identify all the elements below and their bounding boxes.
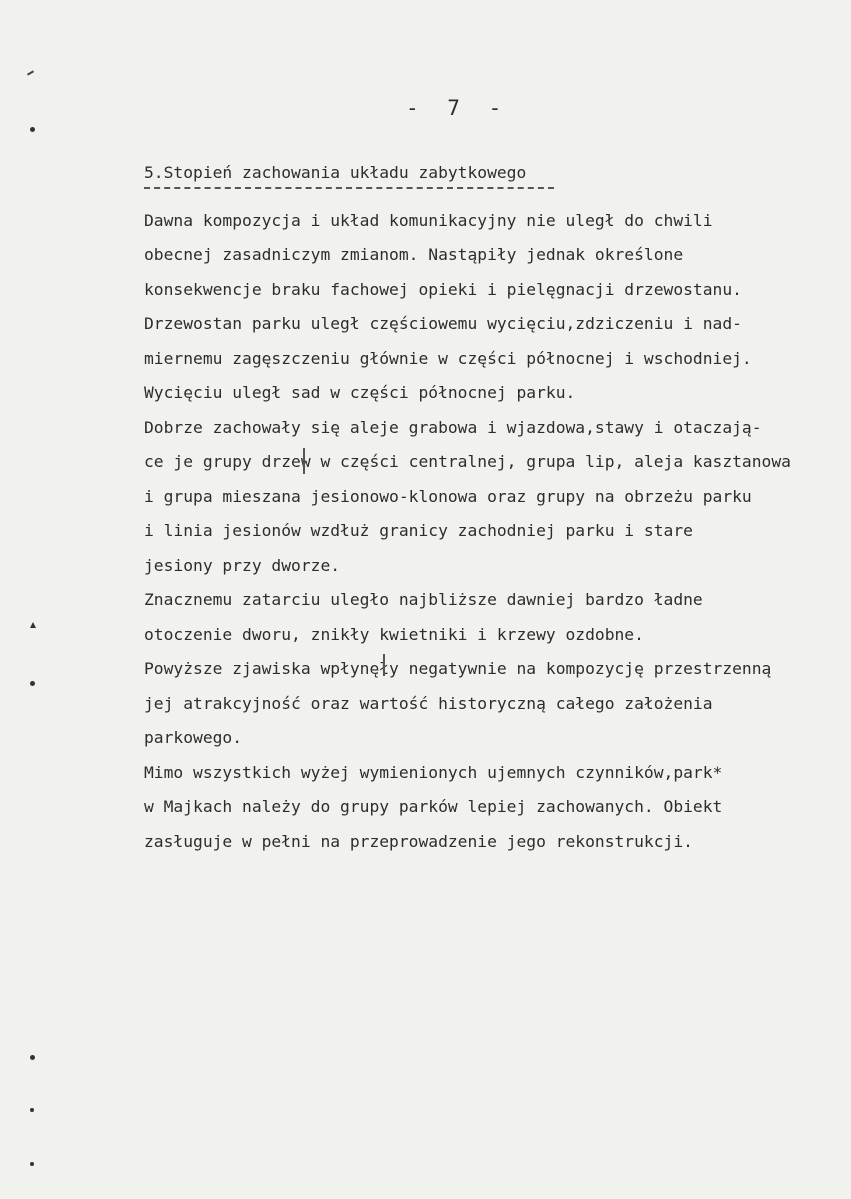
text-line: konsekwencje braku fachowej opieki i pielęgnacji drzewostanu. [144, 280, 742, 299]
handwritten-correction-mark [383, 654, 388, 676]
text-line: obecnej zasadniczym zmianom. Nastąpiły jednak określone [144, 245, 684, 264]
section-heading: 5.Stopień zachowania układu zabytkowego [144, 163, 527, 182]
text-line: w Majkach należy do grupy parków lepiej zachowanych. Obiekt [144, 797, 723, 816]
text-line: Powyższe zjawiska wpłynęły negatywnie na kompozycję przestrzenną [144, 659, 772, 678]
margin-triangle-mark [30, 622, 36, 628]
margin-dot [30, 1108, 34, 1112]
text-line: i linia jesionów wzdłuż granicy zachodniej parku i stare [144, 521, 693, 540]
margin-dot [30, 1055, 35, 1060]
heading-underline [144, 187, 554, 189]
text-line: zasługuje w pełni na przeprowadzenie jego rekonstrukcji. [144, 832, 693, 851]
text-line: miernemu zagęszczeniu głównie w części północnej i wschodniej. [144, 349, 752, 368]
margin-tick-mark [27, 70, 34, 75]
text-line: otoczenie dworu, znikły kwietniki i krzewy ozdobne. [144, 625, 644, 644]
text-line: Drzewostan parku uległ częściowemu wycięciu,zdziczeniu i nad- [144, 314, 742, 333]
page-number: - 7 - [406, 96, 510, 120]
text-line: jej atrakcyjność oraz wartość historyczną całego założenia [144, 694, 713, 713]
margin-dot [30, 1162, 34, 1166]
text-line: ce je grupy drzew w części centralnej, grupa lip, aleja kasztanowa [144, 452, 791, 471]
text-line: Dobrze zachowały się aleje grabowa i wjazdowa,stawy i otaczają- [144, 418, 762, 437]
text-line: Znacznemu zatarciu uległo najbliższe dawniej bardzo ładne [144, 590, 703, 609]
text-line: jesiony przy dworze. [144, 556, 341, 575]
handwritten-correction-mark [303, 448, 308, 474]
margin-dot [30, 681, 35, 686]
text-line: parkowego. [144, 728, 243, 747]
text-line: Wycięciu uległ sad w części północnej parku. [144, 383, 576, 402]
margin-dot [30, 127, 35, 132]
text-line: i grupa mieszana jesionowo-klonowa oraz grupy na obrzeżu parku [144, 487, 752, 506]
text-line: Dawna kompozycja i układ komunikacyjny nie uległ do chwili [144, 211, 713, 230]
text-line: Mimo wszystkich wyżej wymienionych ujemnych czynników,park* [144, 763, 723, 782]
